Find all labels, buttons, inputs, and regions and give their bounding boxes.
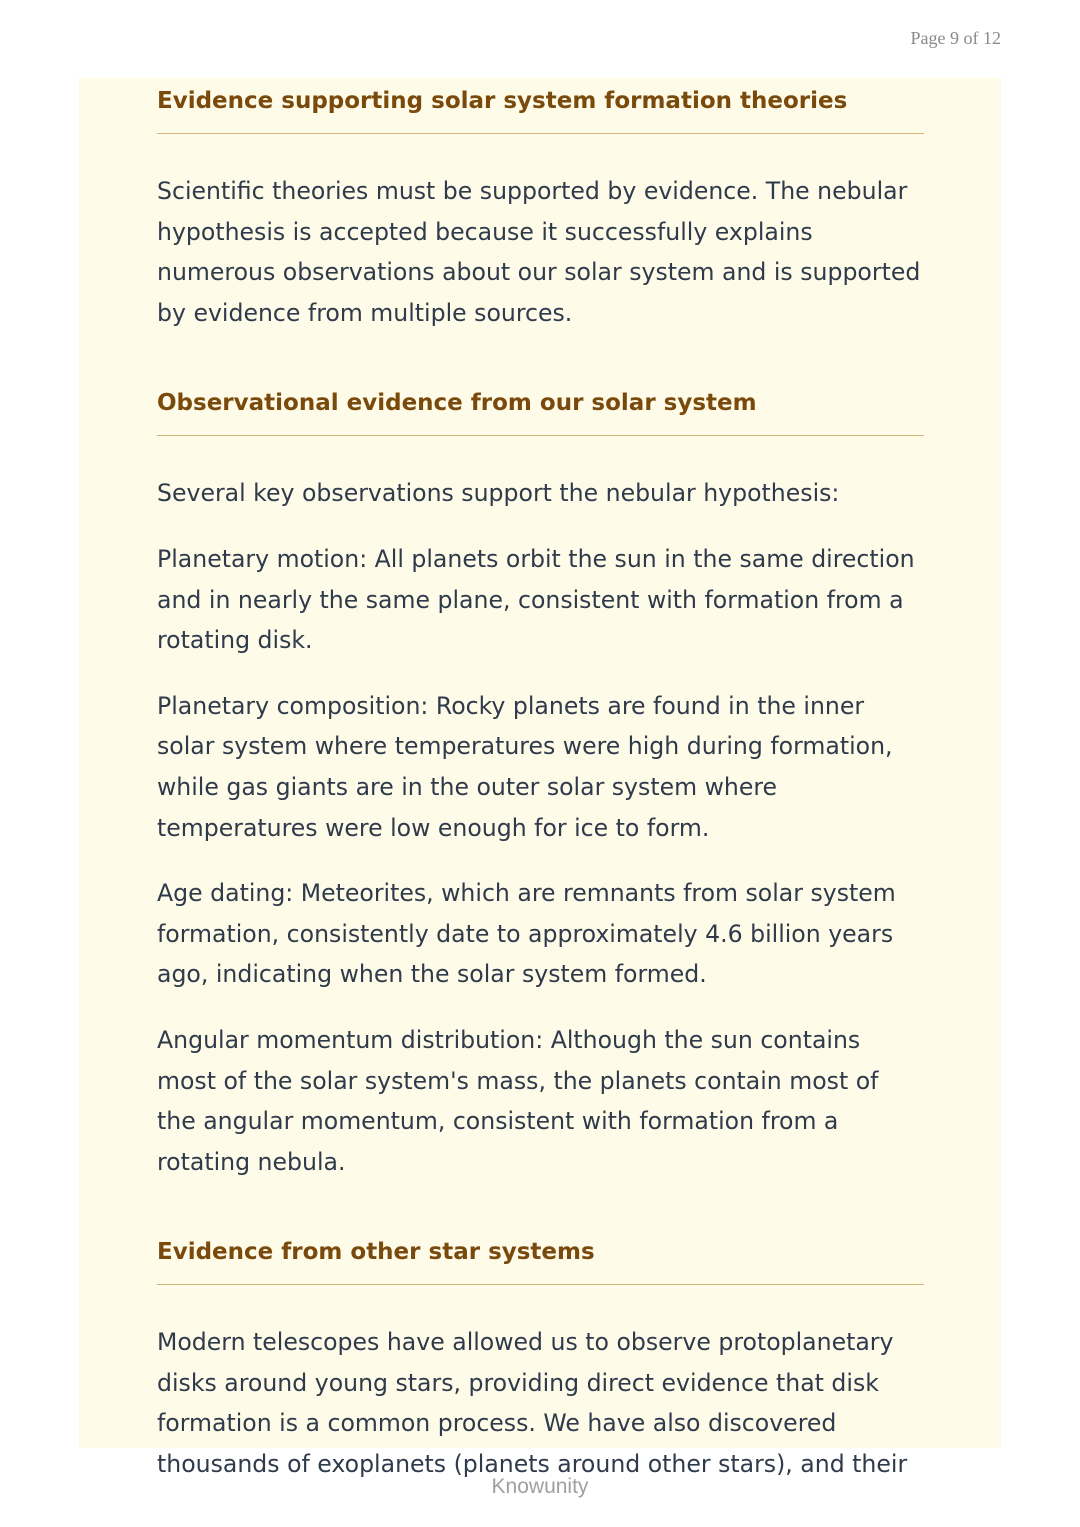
section-heading-evidence: Evidence supporting solar system formation theories: [157, 90, 924, 134]
paragraph-key-observations: Several key observations support the nebular hypothesis:: [157, 479, 840, 508]
paragraph-planetary-composition: Planetary composition: Rocky planets are found in the inner solar system where temperatures were high during formation, while gas giants are in the outer solar system where temperatures were low enough for ice to form.: [157, 691, 893, 842]
page-number: Page 9 of 12: [910, 28, 1001, 48]
footer-brand: Knowunity: [491, 1475, 589, 1498]
content-column: [157, 78, 924, 1485]
paragraph-intro: Scientific theories must be supported by evidence. The nebular hypothesis is accepted because it successfully explains numerous observations about our solar system and is supported by evidence from multiple sources.: [157, 177, 921, 327]
paragraph-angular-momentum: Angular momentum distribution: Although the sun contains most of the solar system's mass, the planets contain most of the angular momentum, consistent with formation from a rotating nebula.: [157, 1025, 879, 1176]
section-heading-other-star-systems: Evidence from other star systems: [157, 1241, 924, 1285]
paragraph-age-dating: Age dating: Meteorites, which are remnants from solar system formation, consistently date to approximately 4.6 billion years ago, indicating when the solar system formed.: [157, 879, 896, 989]
section-heading-observational: Observational evidence from our solar system: [157, 392, 924, 436]
content-panel: [79, 78, 1001, 1479]
paragraph-planetary-motion: Planetary motion: All planets orbit the sun in the same direction and in nearly the same plane, consistent with formation from a rotating disk.: [157, 544, 915, 655]
paragraph-telescopes: Modern telescopes have allowed us to observe protoplanetary disks around young stars, providing direct evidence that disk formation is a common process. We have also discovered thousands of exoplanets (planets around other stars), and their: [157, 1328, 908, 1479]
